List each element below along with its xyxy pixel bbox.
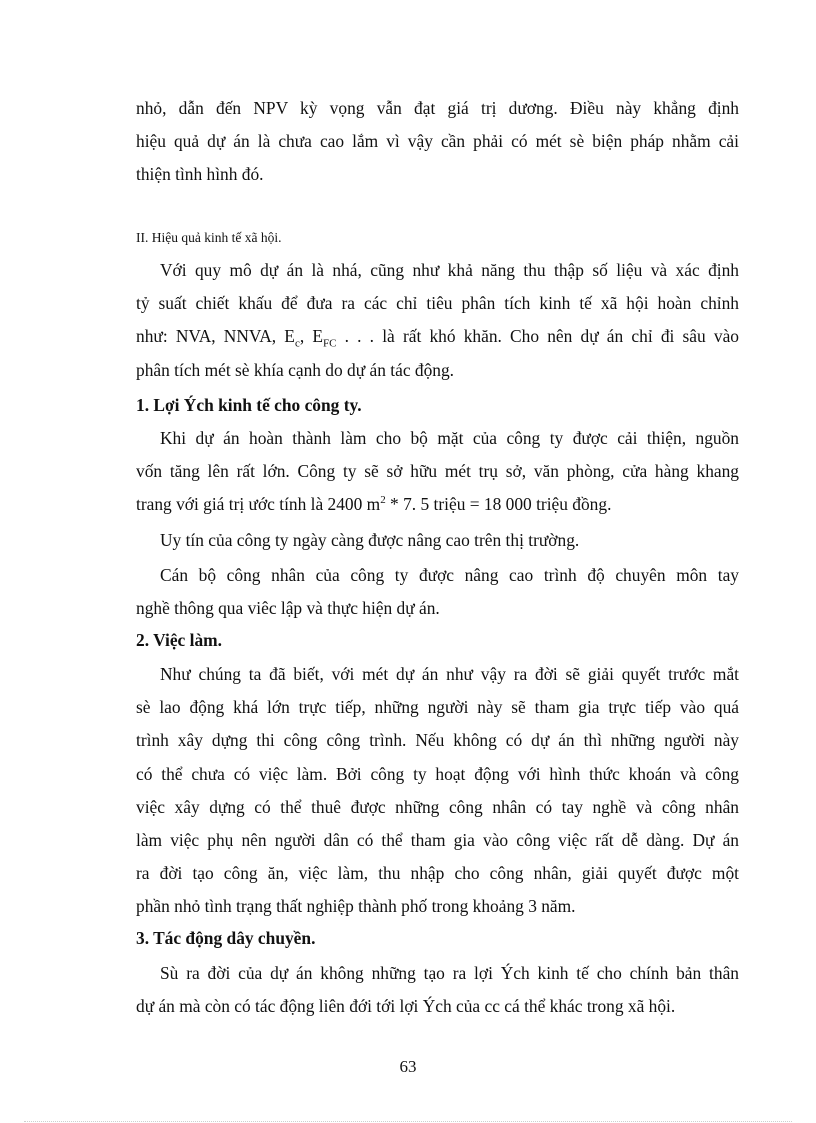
page-bottom-divider (24, 1121, 792, 1122)
text-line: nghề thông qua viêc lập và thực hiện dự án. (136, 598, 440, 619)
subsection-3-paragraph (136, 957, 739, 1023)
text-line (136, 559, 739, 592)
text-line (136, 488, 739, 521)
text-line: sè lao động khá lớn trực tiếp, những người này sẽ tham gia trực tiếp vào quá (136, 697, 739, 718)
text-span: . . . là rất khó khăn. Cho nên dự án chỉ đi sâu vào (336, 326, 739, 347)
subsection-3 (136, 922, 739, 1023)
text-line (136, 658, 739, 691)
text-line: việc xây dựng có thể thuê được những công nhân có tay nghề và công nhân (136, 796, 739, 817)
text-span: Cán bộ công nhân của công ty được nâng cao trình độ chuyên môn tay (160, 564, 739, 585)
text-line (136, 524, 739, 557)
text-line (136, 957, 739, 990)
text-span: Khi dự án hoàn thành làm cho bộ mặt của công ty được cải thiện, nguồn (160, 428, 739, 448)
subsection-1 (136, 389, 739, 625)
subsection-1-paragraph-2 (136, 524, 739, 557)
subsection-heading-3: 3. Tác động dây chuyền. (136, 928, 316, 948)
subsection-2-paragraph (136, 658, 739, 924)
text-line (136, 254, 739, 287)
section-heading-ii: II. Hiệu quả kinh tế xã hội. (136, 230, 282, 245)
intro-paragraph (136, 92, 739, 192)
text-line: phần nhỏ tình trạng thất nghiệp thành phố trong khoảng 3 năm. (136, 896, 576, 917)
text-line: dự án mà còn có tác động liên đới tới lợi Ých của cc cá thể khác trong xã hội. (136, 996, 676, 1017)
text-span: như: NVA, NNVA, E (136, 326, 295, 347)
text-span: Sù ra đời của dự án không những tạo ra lợi Ých kinh tế cho chính bản thân (160, 963, 739, 983)
text-line: ra đời tạo công ăn, việc làm, thu nhập cho công nhân, giải quyết được một (136, 863, 739, 884)
text-line (136, 320, 739, 353)
text-line: nhỏ, dẫn đến NPV kỳ vọng vẫn đạt giá trị dương. Điều này khẳng định (136, 98, 739, 118)
text-line: trình xây dựng thi công công trình. Nếu không có dự án thì những người này (136, 730, 739, 751)
subscript: c (294, 337, 300, 350)
subsection-2 (136, 624, 739, 924)
subsection-1-paragraph-3 (136, 559, 739, 625)
text-span: , E (299, 326, 323, 347)
superscript: 2 (380, 494, 386, 507)
text-line: hiệu quả dự án là chưa cao lắm vì vậy cần phải có mét sè biện pháp nhằm cải (136, 131, 739, 152)
subsection-heading-2: 2. Việc làm. (136, 630, 222, 650)
text-line: có thể chưa có việc làm. Bởi công ty hoạt động với hình thức khoán và công (136, 763, 739, 784)
text-span: Như chúng ta đã biết, với mét dự án như vậy ra đời sẽ giải quyết trước mắt (160, 664, 739, 684)
subsection-heading-1: 1. Lợi Ých kinh tế cho công ty. (136, 395, 362, 415)
section-ii-paragraph (136, 254, 739, 387)
text-span: trang với giá trị ước tính là 2400 m (136, 494, 381, 515)
subsection-1-paragraph-1 (136, 422, 739, 522)
text-span: Với quy mô dự án là nhá, cũng như khả năng thu thập số liệu và xác định (160, 260, 739, 280)
text-span: * 7. 5 triệu = 18 000 triệu đồng. (385, 494, 612, 515)
text-span: Uy tín của công ty ngày càng được nâng cao trên thị trường. (160, 529, 580, 550)
page-number: 63 (399, 1057, 417, 1076)
text-line: tỷ suất chiết khấu để đưa ra các chỉ tiêu phân tích kinh tế xã hội hoàn chỉnh (136, 293, 739, 314)
text-line: phân tích mét sè khía cạnh do dự án tác động. (136, 359, 455, 380)
section-ii-body (136, 254, 739, 387)
page-body (136, 92, 739, 192)
text-line: thiện tình hình đó. (136, 164, 264, 185)
subscript: FC (322, 337, 337, 350)
text-line (136, 422, 739, 455)
text-line: làm việc phụ nên người dân có thể tham gia vào công việc rất dễ dàng. Dự án (136, 830, 739, 851)
text-line: vốn tăng lên rất lớn. Công ty sẽ sở hữu mét trụ sở, văn phòng, cửa hàng khang (136, 461, 739, 482)
